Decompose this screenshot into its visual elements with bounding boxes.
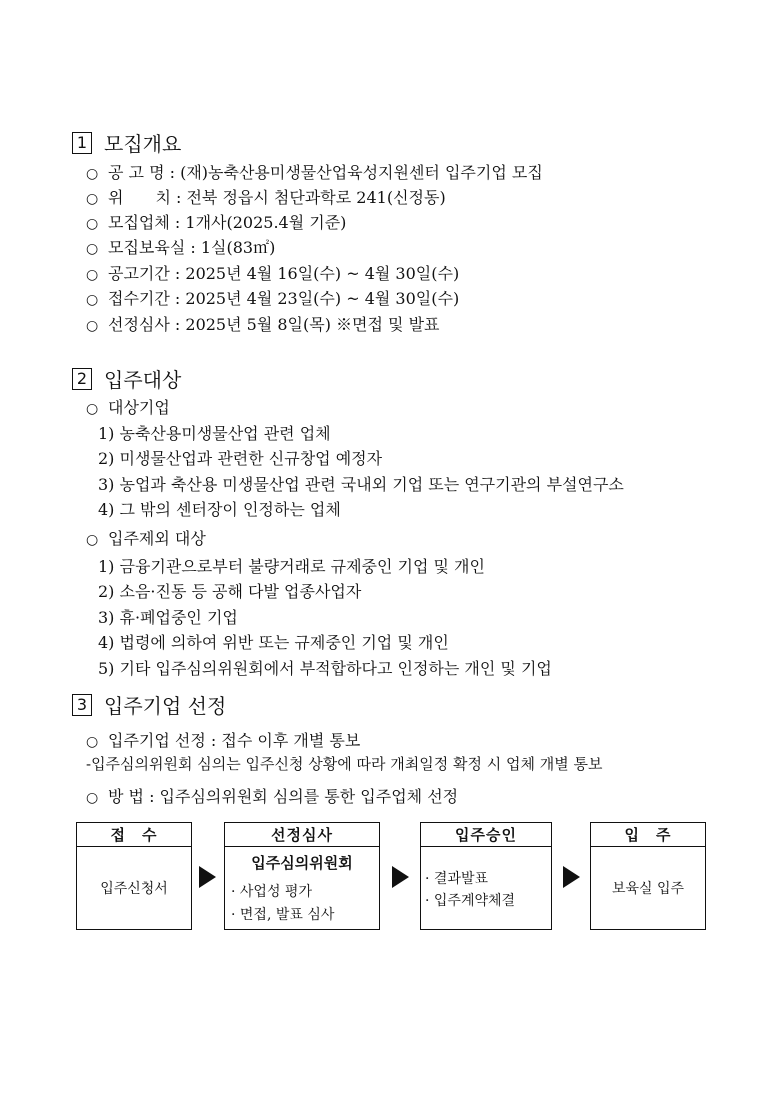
step-item: · 면접, 발표 심사: [231, 907, 335, 923]
list-item: ○ 위 치 : 전북 정읍시 첨단과학로 241(신정동): [86, 188, 446, 207]
section-title: 입주기업 선정: [104, 694, 227, 718]
arrow-right-icon: [392, 866, 409, 888]
flow-step-approval: [420, 822, 552, 930]
list-item: ○ 접수기간 : 2025년 4월 23일(수) ~ 4월 30일(수): [86, 289, 460, 308]
step-subtitle: 입주심의위원회: [251, 854, 353, 872]
section-title: 입주대상: [104, 368, 182, 392]
section-number: 1: [72, 132, 92, 154]
step-item: · 결과발표: [425, 871, 488, 887]
flow-step-review: [224, 822, 380, 930]
subheading: ○ 입주제외 대상: [86, 529, 206, 548]
list-item: ○ 공고기간 : 2025년 4월 16일(수) ~ 4월 30일(수): [86, 264, 460, 283]
step-body: 입주신청서: [100, 880, 168, 897]
section-3-heading: [72, 690, 226, 719]
note: -입주심의위원회 심의는 입주신청 상황에 따라 개최일정 확정 시 업체 개별 통보: [86, 755, 603, 773]
step-title: 입 주: [591, 823, 705, 847]
step-title: 접 수: [77, 823, 191, 847]
step-body: 보육실 입주: [611, 880, 685, 897]
list-item: 3) 휴·폐업중인 기업: [98, 608, 238, 627]
section-1-heading: [72, 128, 181, 157]
section-number: 2: [72, 368, 92, 390]
subheading: ○ 대상기업: [86, 398, 170, 417]
step-title: 선정심사: [225, 823, 379, 847]
list-item: 5) 기타 입주심의위원회에서 부적합하다고 인정하는 개인 및 기업: [98, 659, 552, 678]
list-item: ○ 입주기업 선정 : 접수 이후 개별 통보: [86, 731, 361, 750]
section-title: 모집개요: [104, 132, 182, 156]
list-item: 2) 미생물산업과 관련한 신규창업 예정자: [98, 449, 383, 468]
list-item: 3) 농업과 축산용 미생물산업 관련 국내외 기업 또는 연구기관의 부설연구소: [98, 475, 624, 494]
flow-step-move-in: [590, 822, 706, 930]
step-title: 입주승인: [421, 823, 551, 847]
list-item: ○ 모집보육실 : 1실(83㎡): [86, 238, 276, 257]
list-item: ○ 선정심사 : 2025년 5월 8일(목) ※면접 및 발표: [86, 315, 440, 334]
arrow-right-icon: [563, 866, 580, 888]
list-item: 1) 금융기관으로부터 불량거래로 규제중인 기업 및 개인: [98, 557, 485, 576]
flow-step-receipt: [76, 822, 192, 930]
list-item: ○ 방 법 : 입주심의위원회 심의를 통한 입주업체 선정: [86, 787, 459, 806]
list-item: ○ 공 고 명 : (재)농축산용미생물산업육성지원센터 입주기업 모집: [86, 163, 543, 182]
list-item: 4) 법령에 의하여 위반 또는 규제중인 기업 및 개인: [98, 633, 449, 652]
list-item: 1) 농축산용미생물산업 관련 업체: [98, 424, 331, 443]
arrow-right-icon: [199, 866, 216, 888]
list-item: 2) 소음·진동 등 공해 다발 업종사업자: [98, 582, 362, 601]
step-item: · 사업성 평가: [231, 884, 312, 900]
step-item: · 입주계약체결: [425, 893, 516, 909]
section-number: 3: [72, 694, 92, 716]
section-2-heading: [72, 364, 181, 393]
list-item: ○ 모집업체 : 1개사(2025.4월 기준): [86, 213, 347, 232]
list-item: 4) 그 밖의 센터장이 인정하는 업체: [98, 500, 341, 519]
